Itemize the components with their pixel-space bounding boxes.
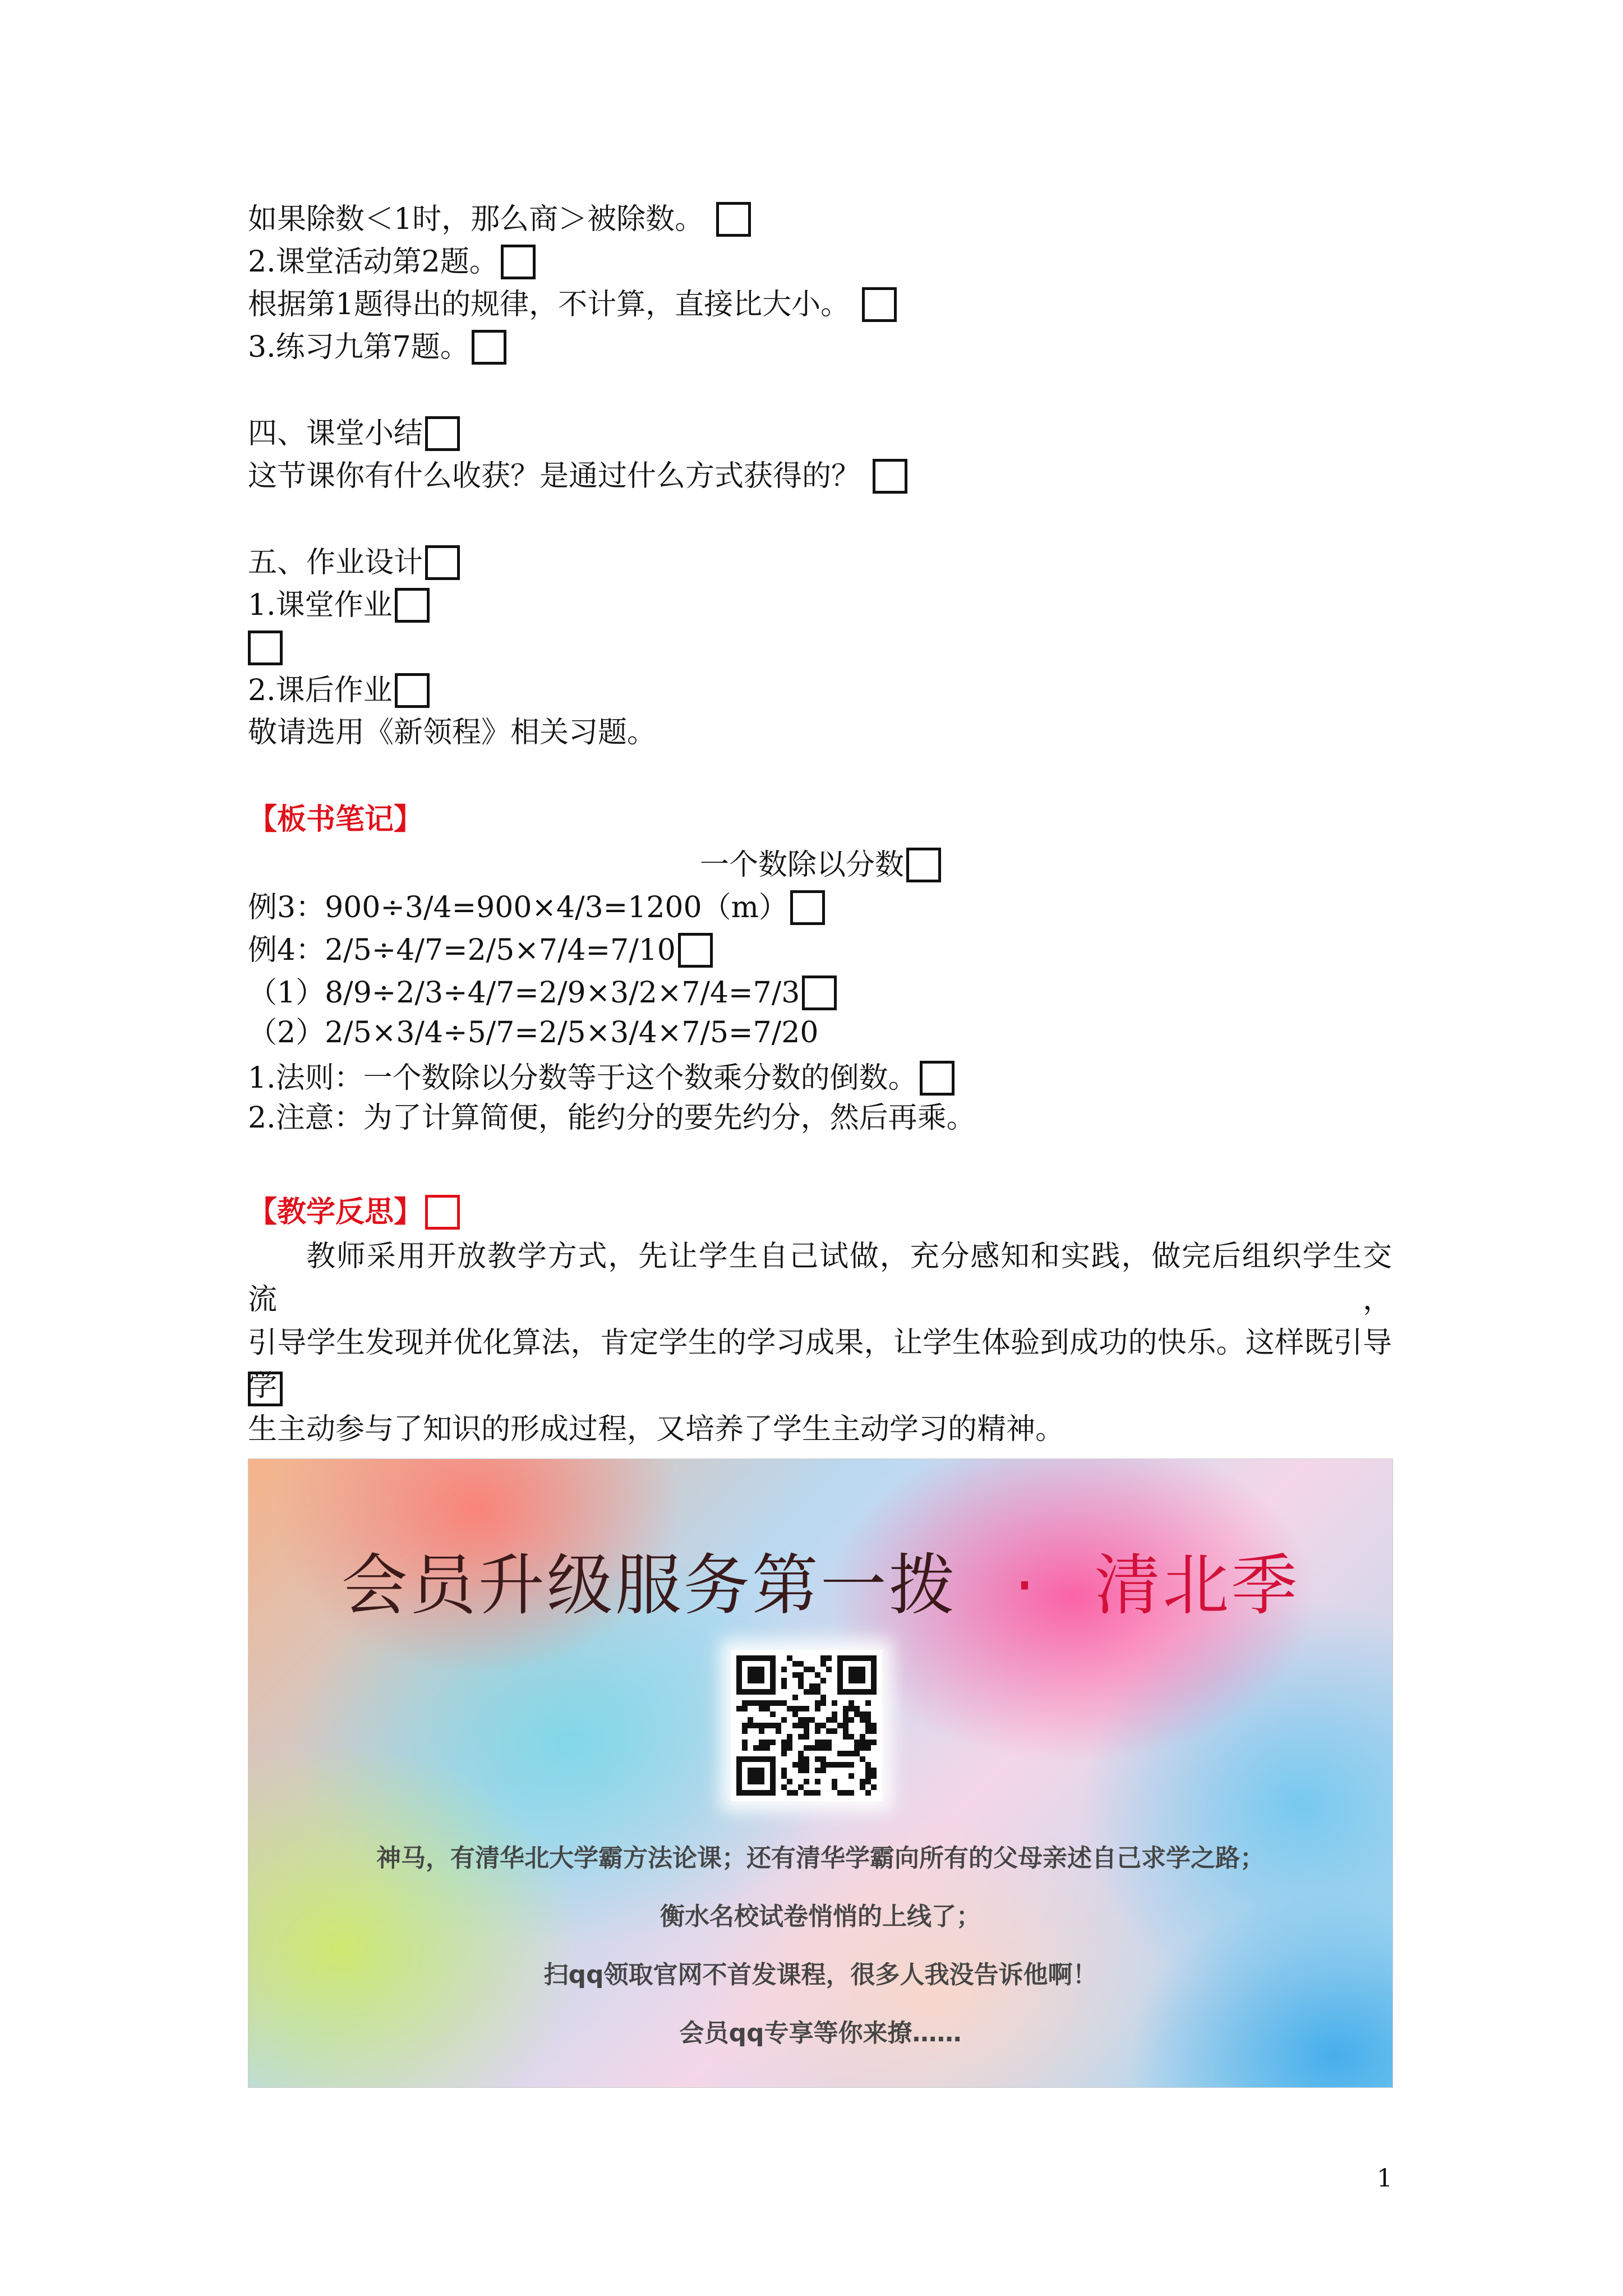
line-text: 1.法则：一个数除以分数等于这个数乘分数的倒数。 bbox=[248, 1061, 917, 1095]
checkbox-icon bbox=[920, 1061, 955, 1096]
text-line bbox=[248, 459, 907, 494]
banner-title-separator: · bbox=[1014, 1547, 1038, 1624]
reflection-paragraph bbox=[248, 1235, 1392, 1451]
text-line bbox=[248, 287, 897, 322]
text-line bbox=[248, 1372, 283, 1406]
line-text: 敬请选用《新领程》相关习题。 bbox=[248, 716, 657, 749]
checkbox-icon bbox=[678, 933, 713, 968]
board-title bbox=[700, 848, 941, 882]
section-heading bbox=[248, 545, 460, 580]
checkbox-icon bbox=[802, 976, 837, 1010]
text-line bbox=[248, 631, 283, 665]
text-line bbox=[248, 245, 536, 279]
checkbox-icon bbox=[248, 1372, 283, 1406]
banner-title bbox=[248, 1532, 1393, 1627]
line-text: 如果除数＜1时，那么商＞被除数。 bbox=[248, 203, 704, 236]
text-line bbox=[248, 588, 430, 623]
board-item bbox=[248, 976, 837, 1010]
banner-line: 扫qq领取官网不首发课程，很多人我没告诉他啊！ bbox=[543, 1961, 1098, 1989]
page-number: 1 bbox=[1377, 2164, 1393, 2193]
board-item bbox=[248, 1061, 955, 1096]
board-item bbox=[248, 890, 825, 925]
checkbox-icon bbox=[501, 245, 536, 279]
line-text: 例4：2/5÷4/7=2/5×7/4=7/10 bbox=[248, 933, 676, 967]
text-line bbox=[248, 330, 506, 365]
board-item bbox=[248, 1103, 976, 1133]
line-text: 2.课后作业 bbox=[248, 674, 393, 707]
checkbox-icon bbox=[425, 545, 460, 580]
checkbox-icon bbox=[395, 588, 430, 623]
checkbox-icon bbox=[472, 330, 506, 365]
banner-line: 会员qq专享等你来撩…… bbox=[679, 2019, 962, 2047]
line-text: 四、课堂小结 bbox=[248, 417, 423, 450]
line-text: （1）8/9÷2/3÷4/7=2/9×3/2×7/4=7/3 bbox=[248, 976, 800, 1010]
checkbox-icon bbox=[425, 416, 460, 451]
line-text: 2.注意：为了计算简便，能约分的要先约分，然后再乘。 bbox=[248, 1101, 976, 1135]
line-text: 这节课你有什么收获？是通过什么方式获得的？ bbox=[248, 459, 861, 493]
heading-text: 【板书笔记】 bbox=[248, 802, 423, 836]
checkbox-icon bbox=[790, 890, 825, 925]
text-line bbox=[248, 718, 656, 747]
line-text: 根据第1题得出的规律，不计算，直接比大小。 bbox=[248, 288, 850, 321]
line-text: 例3：900÷3/4=900×4/3=1200（m） bbox=[248, 891, 788, 924]
line-text: 一个数除以分数 bbox=[700, 848, 905, 882]
text-line bbox=[248, 202, 751, 237]
checkbox-icon bbox=[248, 631, 283, 665]
line-text: （2）2/5×3/4÷5/7=2/5×3/4×7/5=7/20 bbox=[248, 1016, 819, 1050]
heading-text: 【教学反思】 bbox=[248, 1195, 423, 1229]
paragraph-line: 引导学生发现并优化算法，肯定学生的学习成果，让学生体验到成功的快乐。这样既引导学 bbox=[248, 1326, 1392, 1403]
line-text: 2.课堂活动第2题。 bbox=[248, 245, 499, 279]
banner-line: 神马，有清华北大学霸方法论课；还有清华学霸向所有的父母亲述自己求学之路； bbox=[376, 1844, 1265, 1872]
paragraph-line: 生主动参与了知识的形成过程，又培养了学生主动学习的精神。 bbox=[248, 1412, 1065, 1446]
reflection-heading bbox=[248, 1195, 460, 1230]
line-text: 五、作业设计 bbox=[248, 546, 423, 579]
promo-banner bbox=[248, 1458, 1393, 2088]
checkbox-icon bbox=[862, 287, 897, 322]
banner-title-part1: 会员升级服务第一拨 bbox=[341, 1547, 957, 1624]
checkbox-icon bbox=[395, 673, 430, 708]
banner-title-part2: 清北季 bbox=[1094, 1547, 1300, 1624]
checkbox-icon bbox=[873, 459, 907, 494]
banner-line: 衡水名校试卷悄悄的上线了； bbox=[660, 1902, 981, 1931]
banner-text bbox=[248, 1829, 1393, 2063]
line-text: 1.课堂作业 bbox=[248, 588, 393, 622]
checkbox-icon bbox=[716, 202, 751, 237]
line-text: 3.练习九第7题。 bbox=[248, 330, 469, 364]
board-item bbox=[248, 1016, 819, 1050]
text-line bbox=[248, 673, 430, 708]
checkbox-icon bbox=[425, 1195, 460, 1230]
board-item bbox=[248, 933, 713, 968]
paragraph-line: 教师采用开放教学方式，先让学生自己试做，充分感知和实践，做完后组织学生交流， bbox=[248, 1240, 1392, 1317]
section-heading bbox=[248, 416, 460, 451]
board-heading bbox=[248, 802, 423, 836]
qr-code-icon bbox=[731, 1650, 882, 1801]
checkbox-icon bbox=[906, 848, 941, 882]
